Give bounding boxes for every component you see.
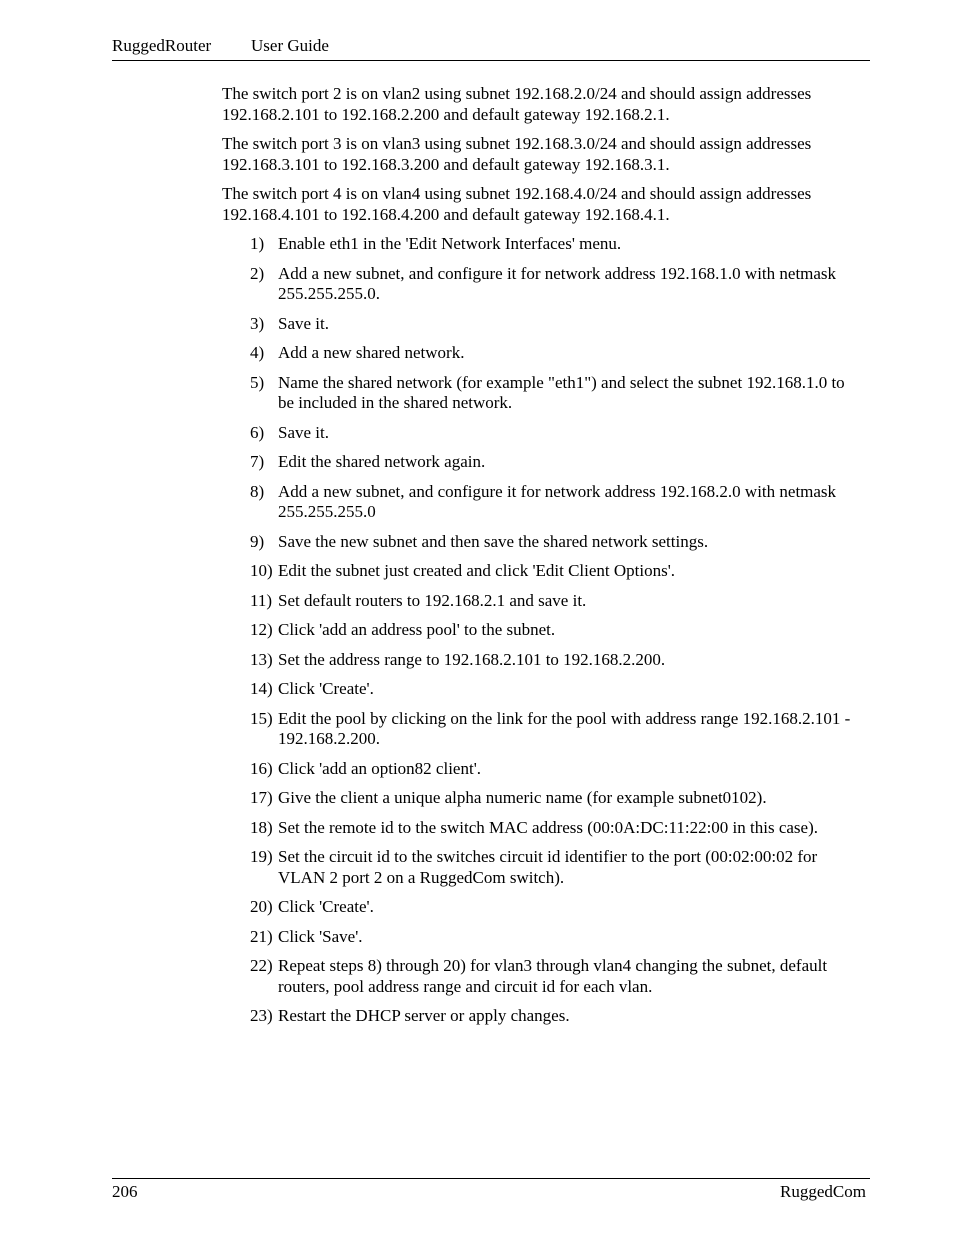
step-text: Add a new subnet, and configure it for network address 192.168.1.0 with netmask 255.255.255.0. <box>278 263 837 303</box>
step-text: Set the circuit id to the switches circuit id identifier to the port (00:02:00:02 for VLAN 2 port 2 on a RuggedCom switch). <box>278 847 818 887</box>
list-item <box>222 620 852 641</box>
step-text: Click 'add an address pool' to the subnet. <box>278 620 556 639</box>
list-item <box>222 759 852 780</box>
page-footer <box>112 1178 870 1205</box>
step-number: 7) <box>250 452 265 471</box>
step-number: 5) <box>250 372 265 392</box>
step-number: 23) <box>250 1006 273 1025</box>
step-number: 9) <box>250 531 265 551</box>
step-number: 21) <box>250 926 273 946</box>
step-number: 19) <box>250 847 273 866</box>
footer-brand: RuggedCom <box>780 1182 866 1201</box>
step-text: Name the shared network (for example "eth1") and select the subnet 192.168.1.0 to be included in the shared network. <box>278 372 845 412</box>
list-item <box>222 423 852 444</box>
header-product-name: RuggedRouter <box>112 36 212 55</box>
list-item <box>222 927 852 948</box>
list-item <box>222 452 852 473</box>
step-text: Add a new subnet, and configure it for network address 192.168.2.0 with netmask 255.255.255.0 <box>278 481 837 521</box>
step-number: 1) <box>250 234 265 253</box>
step-number: 6) <box>250 422 265 442</box>
step-text: Set default routers to 192.168.2.1 and save it. <box>278 590 587 610</box>
step-number: 22) <box>250 956 273 975</box>
list-item <box>222 650 852 671</box>
step-text: Click 'Create'. <box>278 897 374 916</box>
list-item <box>222 314 852 335</box>
list-item <box>222 709 852 750</box>
step-text: Edit the pool by clicking on the link for the pool with address range 192.168.2.101 - 192.168.2.200. <box>278 708 851 748</box>
list-item <box>222 482 852 523</box>
step-text: Set the remote id to the switch MAC address (00:0A:DC:11:22:00 in this case). <box>278 817 818 837</box>
paragraph-vlan2: The switch port 2 is on vlan2 using subnet 192.168.2.0/24 and should assign addresses 192.168.2.101 to 192.168.2.200 and default gateway 192.168.2.1. <box>222 84 812 124</box>
step-number: 8) <box>250 481 265 501</box>
step-number: 18) <box>250 817 273 837</box>
step-number: 15) <box>250 708 273 728</box>
step-text: Edit the subnet just created and click 'Edit Client Options'. <box>278 561 676 580</box>
footer-page-number: 206 <box>112 1182 138 1201</box>
list-item <box>222 897 852 918</box>
step-text: Click 'add an option82 client'. <box>278 758 482 778</box>
step-text: Restart the DHCP server or apply changes. <box>278 1006 570 1025</box>
step-number: 2) <box>250 263 265 283</box>
step-number: 12) <box>250 620 273 639</box>
step-text: Click 'Save'. <box>278 926 363 946</box>
step-text: Add a new shared network. <box>278 343 465 362</box>
paragraph-vlan4: The switch port 4 is on vlan4 using subnet 192.168.4.0/24 and should assign addresses 192.168.4.101 to 192.168.4.200 and default gateway 192.168.4.1. <box>222 184 812 224</box>
step-number: 10) <box>250 561 273 580</box>
step-number: 13) <box>250 649 273 669</box>
list-item <box>222 788 852 809</box>
step-number: 20) <box>250 897 273 916</box>
list-item <box>222 1006 852 1027</box>
page-header <box>112 35 870 61</box>
list-item <box>222 561 852 582</box>
step-number: 11) <box>250 590 273 610</box>
list-item <box>222 847 852 888</box>
paragraph-vlan3: The switch port 3 is on vlan3 using subnet 192.168.3.0/24 and should assign addresses 192.168.3.101 to 192.168.3.200 and default gateway 192.168.3.1. <box>222 134 812 174</box>
list-item <box>222 343 852 364</box>
step-number: 16) <box>250 758 273 778</box>
step-number: 3) <box>250 313 265 333</box>
list-item <box>222 956 852 997</box>
step-number: 14) <box>250 679 273 698</box>
list-item <box>222 234 852 255</box>
list-item <box>222 679 852 700</box>
step-text: Save it. <box>278 422 329 442</box>
step-text: Edit the shared network again. <box>278 452 486 471</box>
step-text: Give the client a unique alpha numeric name (for example subnet0102). <box>278 788 767 807</box>
header-document-title: User Guide <box>251 36 329 55</box>
list-item <box>222 818 852 839</box>
step-number: 4) <box>250 343 265 362</box>
step-number: 17) <box>250 788 273 807</box>
step-text: Set the address range to 192.168.2.101 to 192.168.2.200. <box>278 649 666 669</box>
list-item <box>222 373 852 414</box>
step-text: Click 'Create'. <box>278 679 374 698</box>
list-item <box>222 264 852 305</box>
list-item <box>222 532 852 553</box>
step-text: Save it. <box>278 313 329 333</box>
step-text: Save the new subnet and then save the shared network settings. <box>278 531 709 551</box>
steps-list <box>222 234 852 1027</box>
list-item <box>222 591 852 612</box>
step-text: Enable eth1 in the 'Edit Network Interfaces' menu. <box>278 234 622 253</box>
step-text: Repeat steps 8) through 20) for vlan3 through vlan4 changing the subnet, default routers, pool address range and circuit id for each vlan. <box>278 956 828 996</box>
page-content <box>222 84 852 1036</box>
